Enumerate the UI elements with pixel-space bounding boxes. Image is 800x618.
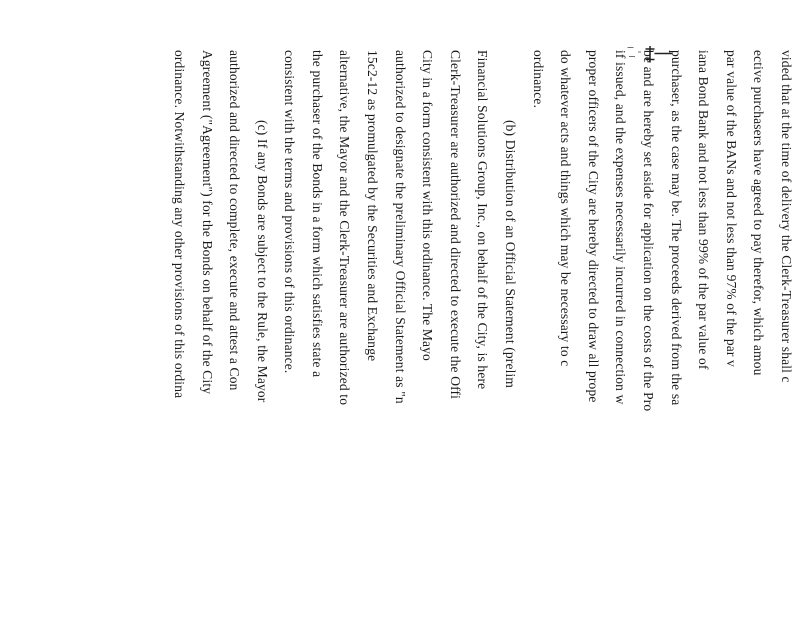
text-line: purchaser, as the case may be. The proceeds derived from the sa: [668, 50, 684, 406]
text-line: Clerk-Treasurer are authorized and directed to execute the Offi: [447, 50, 463, 400]
text-line: 15c2-12 as promulgated by the Securities and Exchange: [365, 50, 381, 362]
text-line: par value of the BANs and not less than 97% of the par v: [723, 50, 739, 367]
text-line: ordinance.: [530, 50, 546, 109]
text-line: authorized to designate the preliminary Official Statement as "n: [392, 50, 408, 404]
text-line: iana Bond Bank and not less than 99% of the par value of: [696, 50, 712, 370]
text-line: do whatever acts and things which may be necessary to c: [558, 50, 574, 367]
text-line: consistent with the terms and provisions of this ordinance.: [282, 50, 298, 374]
text-line: authorized and directed to complete, execute and attest a Con: [227, 50, 243, 391]
text-line: Agreement ("Agreement") for the Bonds on behalf of the City: [199, 50, 215, 395]
text-line: Financial Solutions Group, Inc., on behalf of the City, is here: [475, 50, 491, 390]
paragraph-c-heading: (c) If any Bonds are subject to the Rule, the Mayor: [254, 120, 270, 403]
text-line: be and are hereby set aside for application on the costs of the Pro: [641, 50, 657, 412]
text-line: vided that at the time of delivery the Clerk-Treasurer shall c: [779, 50, 794, 383]
text-line: alternative, the Mayor and the Clerk-Treasurer are authorized to: [337, 50, 353, 406]
text-line: proper officers of the City are hereby directed to draw all prope: [585, 50, 601, 403]
text-line: ective purchasers have agreed to pay therefor, which amou: [751, 50, 767, 376]
document-body: [165, 0, 800, 618]
text-line: City in a form consistent with this ordinance. The Mayo: [420, 50, 436, 361]
text-line: if issued, and the expenses necessarily incurred in connection w: [613, 50, 629, 405]
paragraph-b-heading: (b) Distribution of an Official Statement (prelim: [503, 120, 519, 389]
text-line: the purchaser of the Bonds in a form which satisfies state a: [309, 50, 325, 378]
text-line: ordinance. Notwithstanding any other provisions of this ordina: [171, 50, 187, 399]
